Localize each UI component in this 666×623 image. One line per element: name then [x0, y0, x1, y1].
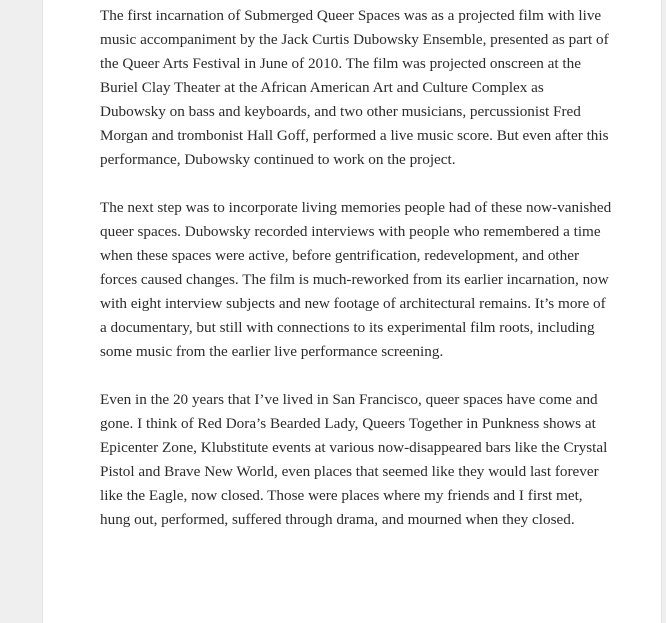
article-paragraph-2: The next step was to incorporate living memories people had of these now-vanished queer spaces. Dubowsky recorded interviews with people who remembered a time when these spaces were active, before gentrification, redevelopment, and other forces caused changes. The film is much-reworked from its earlier incarnation, now with eight interview subjects and new footage of architectural remains. It’s more of a documentary, but still with connections to its experimental film roots, including some music from the earlier live performance screening.: [100, 199, 612, 360]
article-body: [100, 4, 612, 556]
content-column: [42, 0, 662, 623]
article-paragraph-3: Even in the 20 years that I’ve lived in San Francisco, queer spaces have come and gone. I think of Red Dora’s Bearded Lady, Queers Together in Punkness shows at Epicenter Zone, Klubstitute events at various now-disappeared bars like the Crystal Pistol and Brave New World, even places that seemed like they would last forever like the Eagle, now closed. Those were places where my friends and I first met, hung out, performed, suffered through drama, and mourned when they closed.: [100, 391, 608, 528]
article-paragraph-1: The first incarnation of Submerged Queer Spaces was as a projected film with live music accompaniment by the Jack Curtis Dubowsky Ensemble, presented as part of the Queer Arts Festival in June of 2010. The film was projected onscreen at the Buriel Clay Theater at the African American Art and Culture Complex as Dubowsky on bass and keyboards, and two other musicians, percussionist Fred Morgan and trombonist Hall Goff, performed a live music score. But even after this performance, Dubowsky continued to work on the project.: [100, 7, 609, 168]
